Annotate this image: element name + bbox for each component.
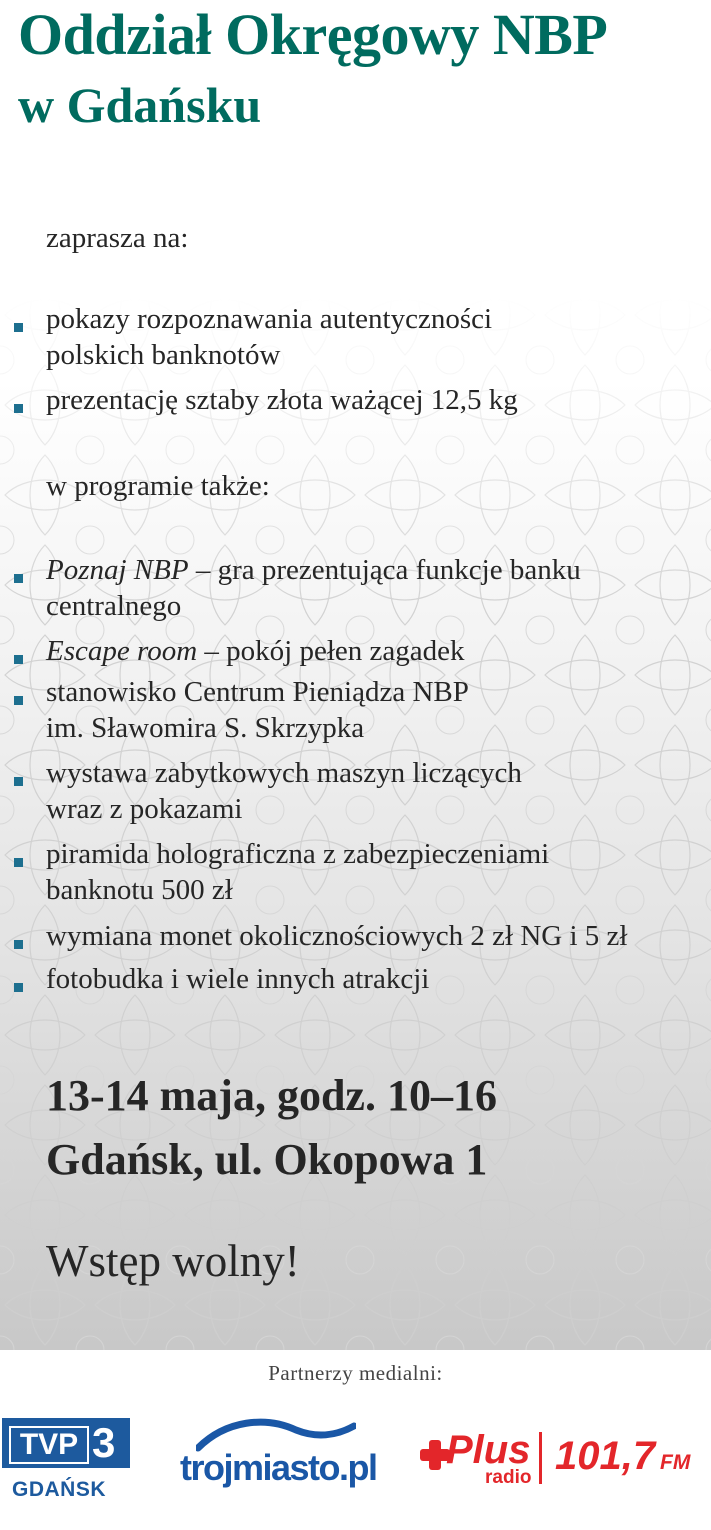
tvp-brand: TVP bbox=[9, 1426, 89, 1464]
program-item-1-line-2: centralnego bbox=[46, 590, 182, 622]
program-item-2-rest: – pokój pełen zagadek bbox=[197, 635, 465, 667]
radio-frequency: 101,7 bbox=[555, 1434, 656, 1478]
program-item-1-italic: Poznaj NBP bbox=[46, 554, 189, 586]
event-place: Gdańsk, ul. Okopowa 1 bbox=[46, 1135, 488, 1184]
radio-fm: FM bbox=[660, 1451, 691, 1474]
title-line-2: w Gdańsku bbox=[18, 77, 262, 133]
main-item-1-line-2: polskich banknotów bbox=[46, 339, 281, 371]
program-item-3-line-1: stanowisko Centrum Pieniądza NBP bbox=[46, 676, 469, 708]
plus-radio-sub: radio bbox=[485, 1467, 532, 1488]
plus-radio-name: Plus bbox=[446, 1428, 531, 1472]
program-item-7: fotobudka i wiele innych atrakcji bbox=[46, 963, 430, 995]
free-entry: Wstęp wolny! bbox=[46, 1236, 300, 1286]
bullet-marker bbox=[14, 777, 23, 786]
tvp-number: 3 bbox=[92, 1419, 116, 1466]
tvp3-logo bbox=[2, 1418, 130, 1468]
program-item-3-line-2: im. Sławomira S. Skrzypka bbox=[46, 712, 365, 744]
tvp-sub: GDAŃSK bbox=[12, 1478, 107, 1501]
program-item-4-line-2: wraz z pokazami bbox=[46, 793, 243, 825]
bullet-marker bbox=[14, 323, 23, 332]
program-item-1 bbox=[46, 552, 581, 588]
event-date: 13-14 maja, godz. 10–16 bbox=[46, 1071, 497, 1120]
radio-divider bbox=[539, 1432, 542, 1484]
main-item-2: prezentację sztaby złota ważącej 12,5 kg bbox=[46, 384, 518, 416]
title-line-1: Oddział Okręgowy NBP bbox=[18, 2, 608, 67]
partners-label: Partnerzy medialni: bbox=[268, 1361, 443, 1385]
program-heading: w programie także: bbox=[46, 470, 270, 502]
bullet-marker bbox=[14, 655, 23, 664]
bullet-marker bbox=[14, 858, 23, 867]
main-item-1-line-1: pokazy rozpoznawania autentyczności bbox=[46, 303, 493, 335]
bullet-marker bbox=[14, 574, 23, 583]
trojmiasto-tld: .pl bbox=[339, 1447, 377, 1488]
trojmiasto-name: trojmiasto bbox=[180, 1447, 340, 1488]
program-item-2-italic: Escape room bbox=[46, 635, 198, 667]
trojmiasto-logo bbox=[180, 1447, 377, 1488]
bullet-marker bbox=[14, 404, 23, 413]
program-item-1-rest: – gra prezentująca funkcje banku bbox=[188, 554, 581, 586]
bullet-marker bbox=[14, 696, 23, 705]
program-item-4-line-1: wystawa zabytkowych maszyn liczących bbox=[46, 757, 522, 789]
program-item-2 bbox=[46, 633, 465, 669]
program-item-6: wymiana monet okolicznościowych 2 zł NG i 5 zł bbox=[46, 920, 628, 952]
bullet-marker bbox=[14, 983, 23, 992]
program-item-5-line-2: banknotu 500 zł bbox=[46, 874, 233, 906]
intro-text: zaprasza na: bbox=[46, 222, 189, 254]
bullet-marker bbox=[14, 940, 23, 949]
program-item-5-line-1: piramida holograficzna z zabezpieczeniami bbox=[46, 838, 550, 870]
